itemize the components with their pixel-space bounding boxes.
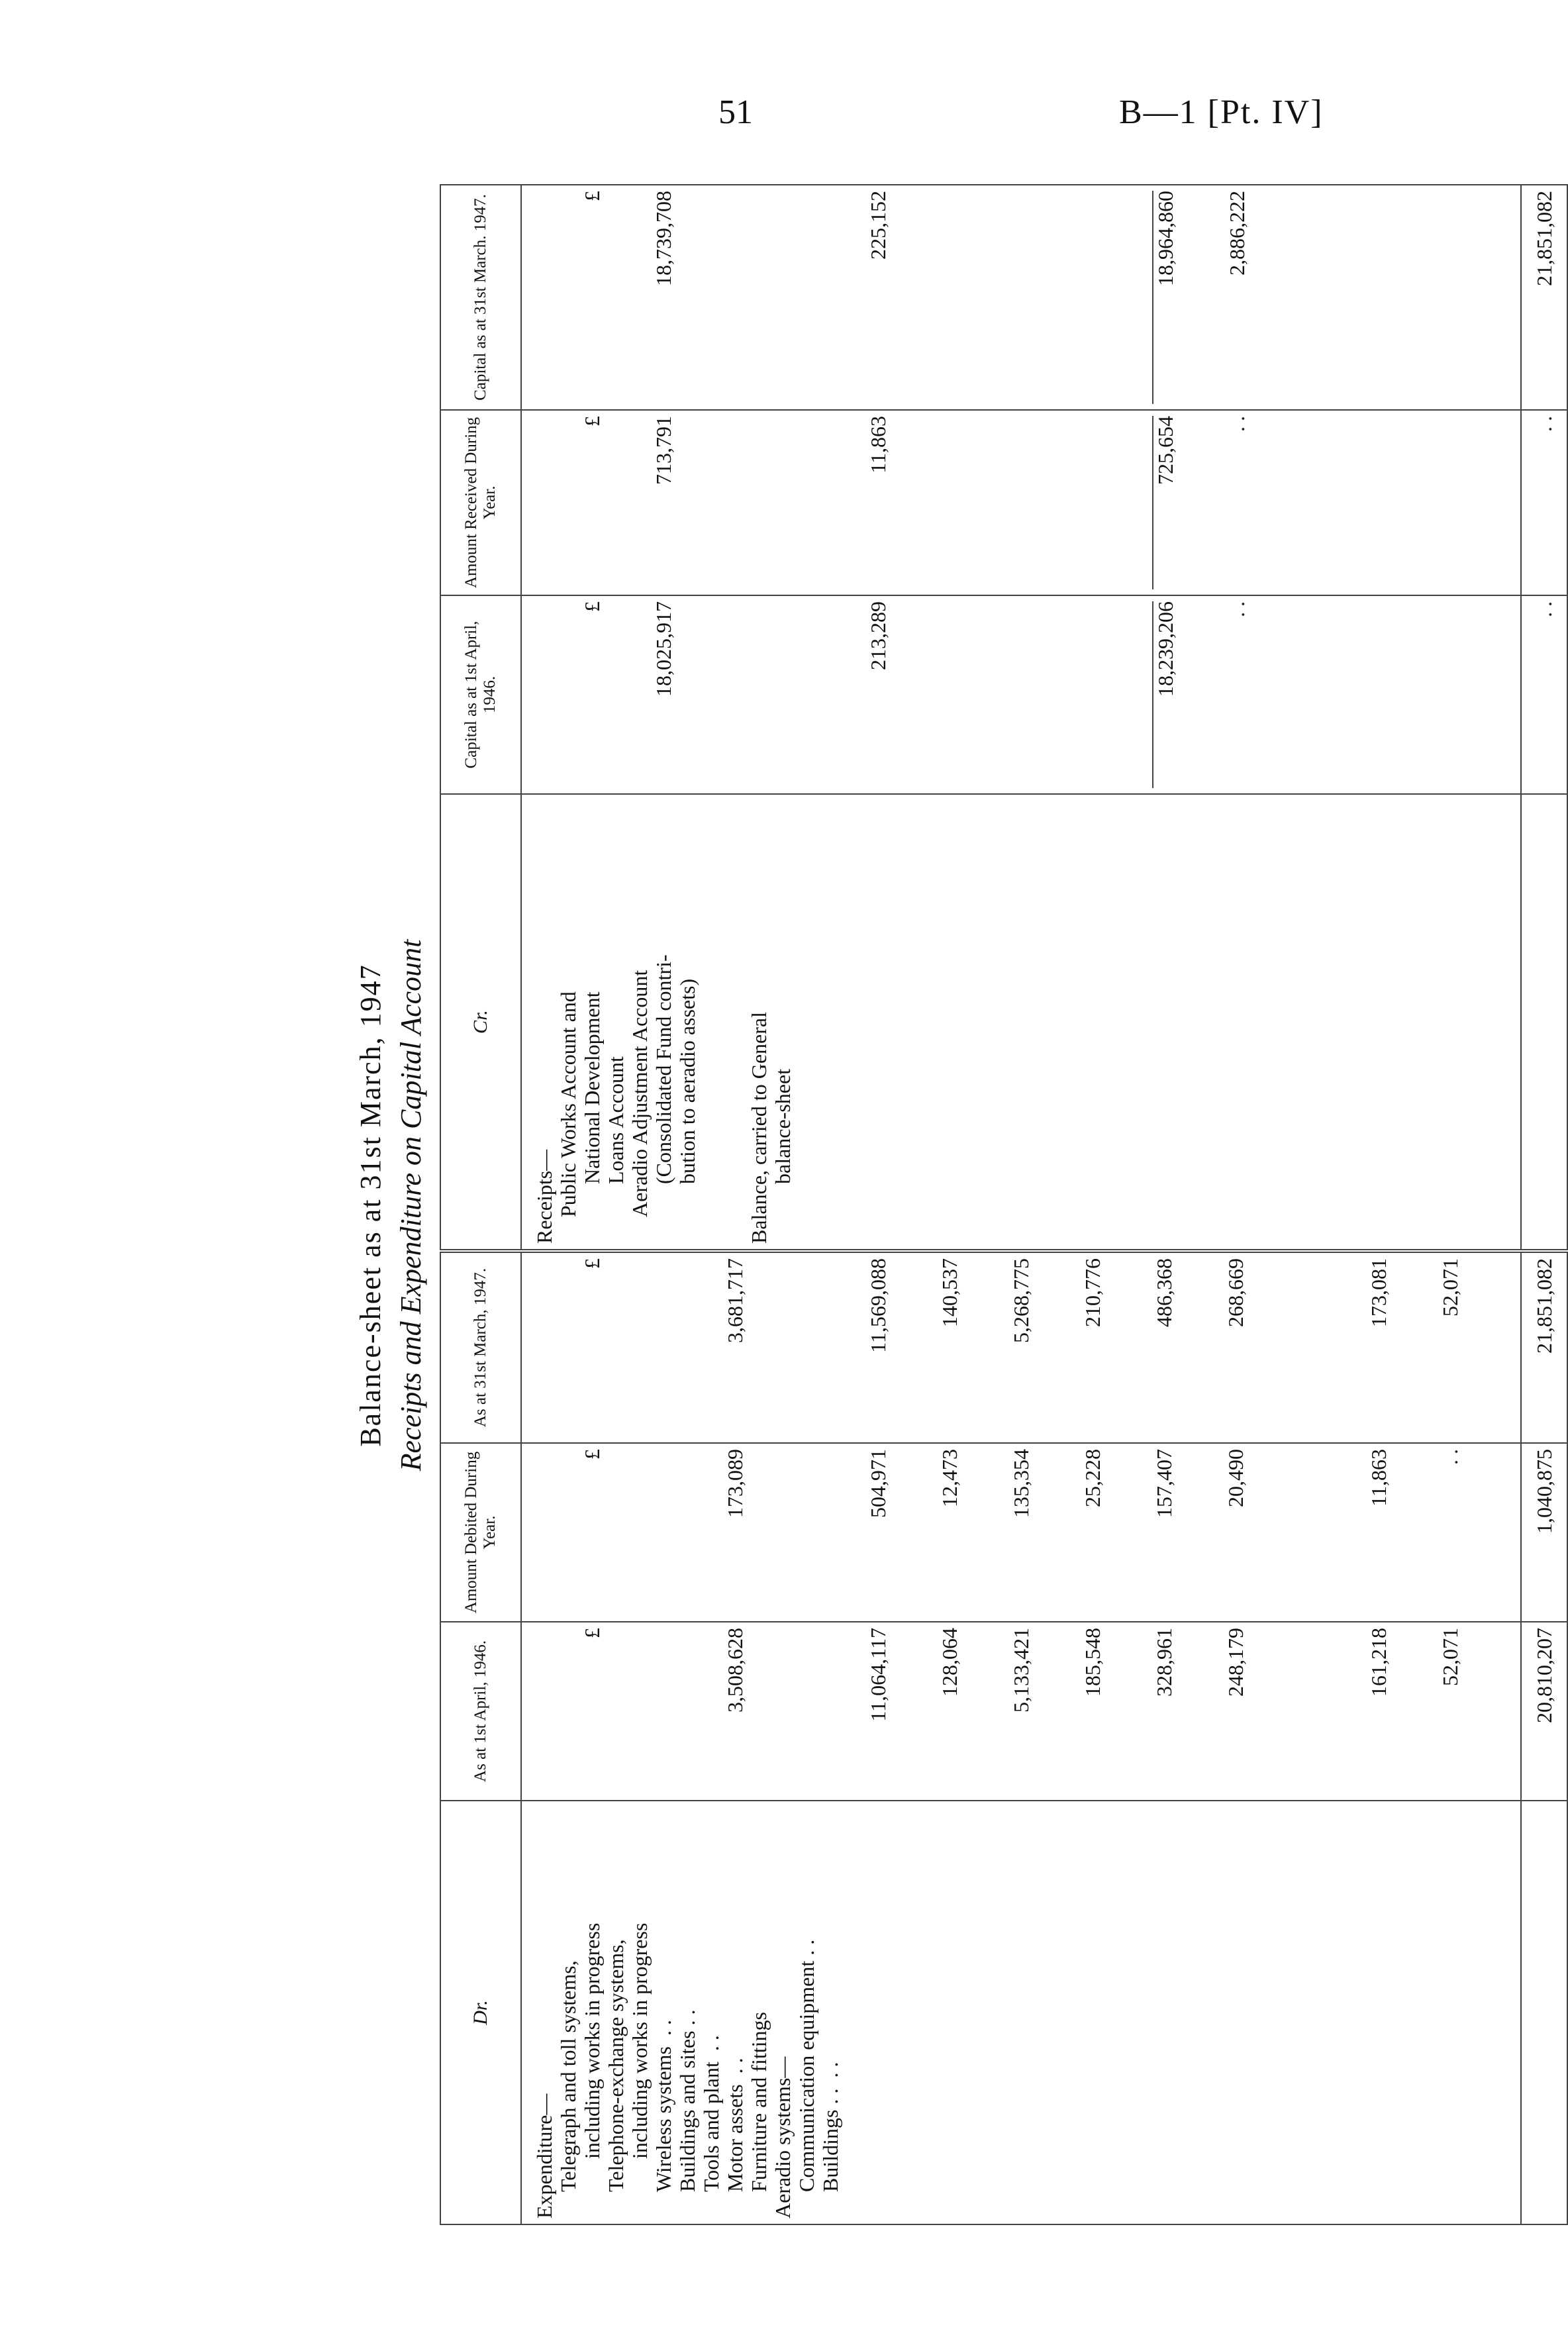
document-reference: B—1 [Pt. IV]	[1119, 93, 1324, 131]
cr-line: bution to aeradio assets)	[675, 978, 699, 1184]
dr-1946-value: 128,064	[938, 1628, 961, 1697]
dr-1947-value: 11,569,088	[866, 1258, 890, 1353]
dr-1946-value: 3,508,628	[723, 1628, 747, 1713]
cr-capital-1946-column	[521, 595, 1521, 794]
header-as-at-1946: As at 1st April, 1946.	[440, 1622, 521, 1801]
currency-symbol: £	[580, 1449, 604, 1460]
dr-line: Buildings and sites . .	[675, 2009, 699, 2192]
cr-line: (Consolidated Fund contri-	[652, 954, 675, 1184]
dr-1946-value: 328,961	[1152, 1628, 1176, 1697]
dr-column	[521, 1801, 1521, 2224]
dr-1946-value: 185,548	[1081, 1628, 1104, 1697]
total-cr-received: . .	[1521, 410, 1567, 595]
header-amount-received: Amount Received During Year.	[440, 410, 521, 595]
total-dr-debited: 1,040,875	[1521, 1443, 1567, 1622]
dr-1946-value: 248,179	[1224, 1628, 1248, 1697]
cr-capital-1947-value	[1009, 191, 1033, 404]
cr-capital-1946-value: 18,025,917	[652, 601, 675, 697]
dr-line: Motor assets . .	[723, 2058, 747, 2192]
dr-line: Telephone-exchange systems,	[604, 1939, 628, 2192]
dr-1947-value: 173,081	[1367, 1258, 1391, 1327]
dr-1947-value: 3,681,717	[723, 1258, 747, 1343]
dr-debited-value: . .	[1438, 1449, 1462, 1465]
cr-capital-1947-value	[723, 191, 747, 404]
cr-received-value	[795, 416, 818, 589]
dr-line: Buildings . . . .	[818, 2062, 842, 2192]
page-title: Balance-sheet as at 31st March, 1947	[354, 964, 387, 1447]
dr-1946-value	[795, 1628, 818, 1795]
cr-received-value: 713,791	[652, 416, 675, 485]
dr-1947-value	[1295, 1258, 1319, 1437]
dr-1946-value: 5,133,421	[1009, 1628, 1033, 1713]
cr-capital-1946-subtotal: 18,239,206	[1152, 601, 1177, 788]
cr-capital-1947-column	[521, 185, 1521, 410]
dr-debited-value	[795, 1449, 818, 1616]
cr-received-column	[521, 410, 1521, 595]
dr-debited-value: 12,473	[938, 1449, 961, 1507]
dr-1946-value: 11,064,117	[866, 1628, 890, 1722]
header-capital-1946: Capital as at 1st April, 1946.	[440, 595, 521, 794]
cr-capital-1946-value: 213,289	[866, 601, 890, 670]
total-dr-1946: 20,810,207	[1521, 1622, 1567, 1801]
cr-capital-1946-value	[723, 601, 747, 788]
dr-debited-value	[652, 1449, 675, 1616]
dr-1947-value	[652, 1258, 675, 1437]
cr-capital-1947-value: 225,152	[866, 191, 890, 260]
cr-capital-1946-value	[1081, 601, 1104, 788]
balance-sheet-table	[440, 184, 1568, 2225]
cr-line: balance-sheet	[771, 1068, 795, 1184]
header-amount-debited: Amount Debited During Year.	[440, 1443, 521, 1622]
body-row	[521, 185, 1521, 2224]
cr-capital-1947-value: 2,886,222	[1225, 191, 1249, 275]
dr-line: Aeradio systems—	[771, 2056, 795, 2218]
dr-debited-value: 25,228	[1081, 1449, 1104, 1507]
cr-received-value	[938, 416, 961, 589]
totals-row	[1521, 185, 1567, 2224]
header-cr: Cr.	[440, 794, 521, 1251]
dr-line: Communication equipment . .	[795, 1939, 818, 2192]
dr-1947-value: 52,071	[1438, 1258, 1462, 1317]
page-subtitle: Receipts and Expenditure on Capital Account	[395, 939, 427, 1471]
currency-symbol: £	[580, 416, 604, 426]
cr-column	[521, 794, 1521, 1251]
dr-line: Expenditure—	[532, 2093, 556, 2218]
dr-line: Wireless systems . .	[652, 2019, 675, 2192]
totals-label-cell	[1521, 1801, 1567, 2224]
cr-received-subtotal: 725,654	[1152, 416, 1177, 589]
cr-received-value	[723, 416, 747, 589]
dr-1947-value: 268,669	[1224, 1258, 1248, 1327]
dr-line: including works in progress	[628, 1922, 652, 2159]
cr-line: Receipts—	[532, 1149, 556, 1244]
dr-line: Tools and plant . .	[699, 2035, 723, 2192]
dr-1947-value: 5,268,775	[1009, 1258, 1033, 1343]
cr-line: Balance, carried to General	[747, 1011, 771, 1244]
header-dr: Dr.	[440, 1801, 521, 2224]
cr-line: National Development	[580, 991, 604, 1184]
dr-1947-value: 140,537	[938, 1258, 961, 1327]
currency-symbol: £	[580, 191, 604, 201]
cr-capital-1946-value	[1009, 601, 1033, 788]
cr-capital-1947-value	[795, 191, 818, 404]
total-dr-1947: 21,851,082	[1521, 1251, 1567, 1443]
cr-capital-1946-value: . .	[1225, 601, 1249, 617]
dr-1946-value: 161,218	[1367, 1628, 1391, 1697]
dr-1947-column	[521, 1251, 1521, 1443]
dr-debited-value: 135,354	[1009, 1449, 1033, 1518]
dr-line: Telegraph and toll systems,	[556, 1960, 580, 2192]
cr-capital-1947-subtotal: 18,964,860	[1152, 191, 1177, 404]
dr-debited-value: 11,863	[1367, 1449, 1391, 1507]
total-cr-capital-1947: 21,851,082	[1521, 185, 1567, 410]
cr-capital-1947-value	[1081, 191, 1104, 404]
total-cr-capital-1946: . .	[1521, 595, 1567, 794]
dr-debited-column	[521, 1443, 1521, 1622]
cr-capital-1946-value	[795, 601, 818, 788]
dr-1946-column	[521, 1622, 1521, 1801]
cr-received-value	[1081, 416, 1104, 589]
cr-capital-1946-value	[938, 601, 961, 788]
currency-symbol: £	[580, 1258, 604, 1269]
cr-line	[699, 800, 723, 1244]
dr-debited-value: 504,971	[866, 1449, 890, 1518]
dr-line: Furniture and fittings	[747, 2012, 771, 2192]
header-as-at-1947: As at 31st March, 1947.	[440, 1251, 521, 1443]
totals-cr-label-cell	[1521, 794, 1567, 1251]
header-row	[440, 185, 521, 2224]
balance-sheet-rotated	[351, 185, 1556, 2225]
cr-line: Loans Account	[604, 1056, 628, 1184]
dr-1946-value	[652, 1628, 675, 1795]
dr-1947-value	[795, 1258, 818, 1437]
currency-symbol: £	[580, 1628, 604, 1638]
cr-capital-1947-value: 18,739,708	[652, 191, 675, 286]
cr-line: Public Works Account and	[556, 991, 580, 1217]
dr-line: including works in progress	[580, 1922, 604, 2159]
dr-debited-value: 157,407	[1152, 1449, 1176, 1518]
header-capital-1947: Capital as at 31st March. 1947.	[440, 185, 521, 410]
dr-debited-value	[1295, 1449, 1319, 1616]
dr-1947-value: 210,776	[1081, 1258, 1104, 1327]
dr-1947-value: 486,368	[1152, 1258, 1176, 1327]
page-number: 51	[718, 93, 753, 131]
cr-capital-1947-value	[938, 191, 961, 404]
dr-debited-value: 20,490	[1224, 1449, 1248, 1507]
dr-debited-value: 173,089	[723, 1449, 747, 1518]
cr-received-value: 11,863	[866, 416, 890, 473]
dr-1946-value	[1295, 1628, 1319, 1795]
cr-received-value	[1009, 416, 1033, 589]
currency-symbol: £	[580, 601, 604, 612]
dr-1946-value: 52,071	[1438, 1628, 1462, 1686]
cr-line: Aeradio Adjustment Account	[628, 970, 652, 1217]
cr-received-value: . .	[1225, 416, 1249, 432]
cr-line	[723, 800, 747, 1244]
